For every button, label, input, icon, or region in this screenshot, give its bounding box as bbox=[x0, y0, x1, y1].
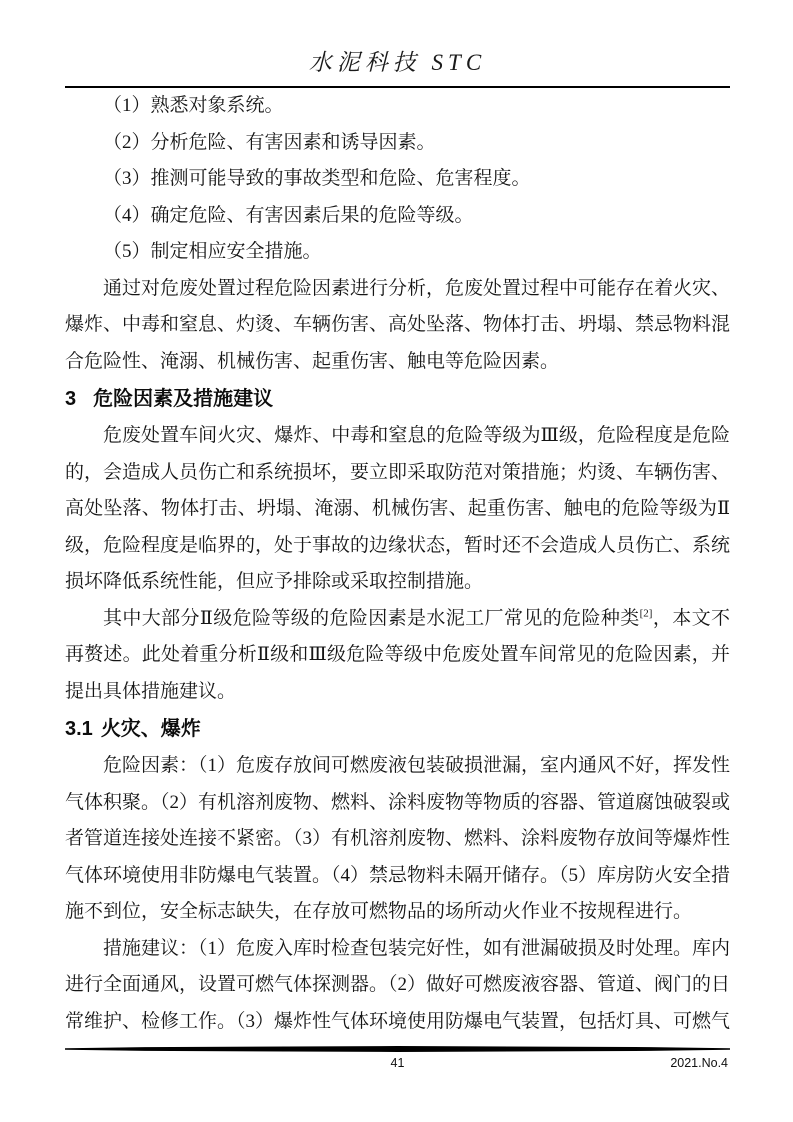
section-number: 3.1 bbox=[65, 718, 93, 740]
paragraph-text-after-citation: ，本文不再赘述。此处着重分析Ⅱ级和Ⅲ级危险等级中危废处置车间常见的危险因素，并提出具体措施建议。 bbox=[65, 607, 730, 702]
paragraph-fire-risk-factors: 危险因素：（1）危废存放间可燃废液包装破损泄漏，室内通风不好，挥发性气体积聚。（2）有机溶剂废物、燃料、涂料废物等物质的容器、管道腐蚀破裂或者管道连接处连接不紧密。（3）有机溶剂废物、燃料、涂料废物存放间等爆炸性气体环境使用非防爆电气装置。（4）禁忌物料未隔开储存。（5）库房防火安全措施不到位，安全标志缺失，在存放可燃物品的场所动火作业不按规程进行。 bbox=[65, 755, 731, 922]
section-number: 3 bbox=[65, 388, 77, 410]
list-item: （1）熟悉对象系统。 bbox=[103, 95, 284, 116]
list-item: （4）确定危险、有害因素后果的危险等级。 bbox=[103, 204, 474, 226]
section-title: 火灾、爆炸 bbox=[100, 718, 201, 740]
paragraph-common-hazards bbox=[65, 601, 730, 711]
journal-title: 水泥科技 STC bbox=[308, 50, 487, 75]
citation-reference: [2] bbox=[639, 607, 653, 620]
paragraph-hazard-summary: 通过对危废处置过程危险因素进行分析，危废处置过程中可能存在着火灾、爆炸、中毒和窒息、灼烫、车辆伤害、高处坠落、物体打击、坍塌、禁忌物料混合危险性、淹溺、机械伤害、起重伤害、触电等危险因素。 bbox=[65, 277, 731, 372]
list-item: （2）分析危险、有害因素和诱导因素。 bbox=[103, 131, 436, 153]
page-header bbox=[65, 0, 730, 86]
page-footer bbox=[65, 1046, 730, 1076]
page-body bbox=[65, 88, 730, 1040]
list-item: （5）制定相应安全措施。 bbox=[103, 241, 322, 262]
section-heading-3 bbox=[65, 380, 730, 418]
paragraph-risk-grades: 危废处置车间火灾、爆炸、中毒和窒息的危险等级为Ⅲ级，危险程度是危险的，会造成人员伤亡和系统损坏，要立即采取防范对策措施；灼烫、车辆伤害、高处坠落、物体打击、坍塌、淹溺、机械伤害、起重伤害、触电的危险等级为Ⅱ级，危险程度是临界的，处于事故的边缘状态，暂时还不会造成人员伤亡、系统损坏降低系统性能，但应予排除或采取控制措施。 bbox=[65, 425, 731, 592]
page-number: 41 bbox=[390, 1056, 405, 1070]
list-item: （3）推测可能导致的事故类型和危险、危害程度。 bbox=[103, 168, 531, 189]
issue-label: 2021.No.4 bbox=[670, 1056, 728, 1070]
footer-row bbox=[65, 1052, 730, 1076]
paragraph-text-before-citation: 其中大部分Ⅱ级危险等级的危险因素是水泥工厂常见的危险种类 bbox=[103, 607, 640, 629]
paragraph-fire-measures: 措施建议：（1）危废入库时检查包装完好性，如有泄漏破损及时处理。库内进行全面通风，设置可燃气体探测器。（2）做好可燃废液容器、管道、阀门的日常维护、检修工作。（3）爆炸性气体环境使用防爆电气装置，包括灯具、可燃气 bbox=[65, 937, 731, 1032]
section-heading-3-1 bbox=[65, 710, 730, 748]
section-title: 危险因素及措施建议 bbox=[93, 388, 274, 410]
